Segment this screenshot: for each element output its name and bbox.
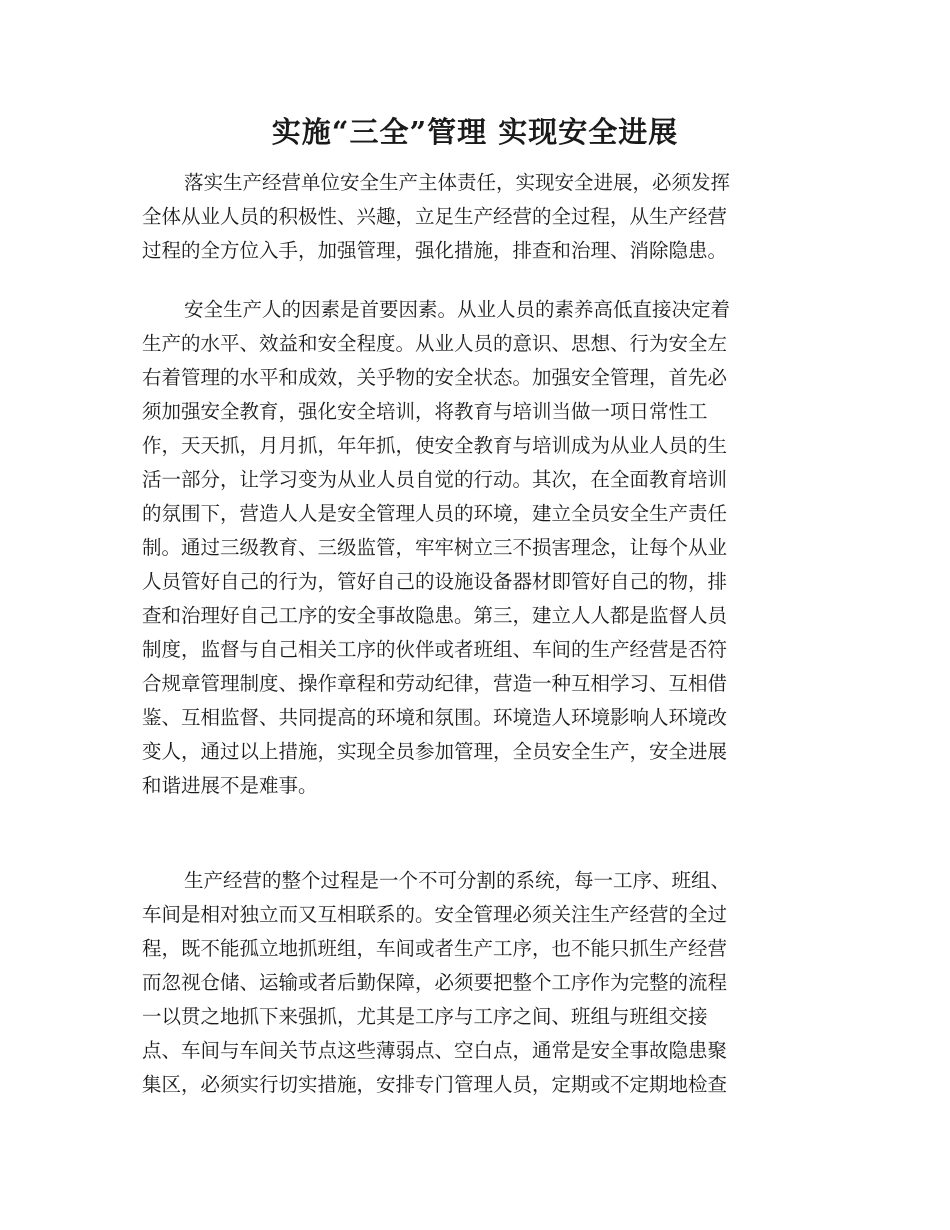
paragraph-1 [142, 166, 822, 268]
paragraph-line: 而忽视仓储、运输或者后勤保障，必须要把整个工序作为完整的流程 [142, 971, 728, 994]
paragraph-3 [142, 864, 822, 1102]
paragraph-line: 制度，监督与自己相关工序的伙伴或者班组、车间的生产经营是否符 [142, 638, 728, 661]
paragraph-line: 的氛围下，营造人人是安全管理人员的环境，建立全员安全生产责任 [142, 502, 728, 525]
paragraph-line: 一以贯之地抓下来强抓，尤其是工序与工序之间、班组与班组交接 [142, 1005, 708, 1028]
paragraph-line: 制。通过三级教育、三级监管，牢牢树立三不损害理念，让每个从业 [142, 536, 728, 559]
paragraph-line: 集区，必须实行切实措施，安排专门管理人员，定期或不定期地检查 [142, 1073, 728, 1096]
paragraph-line: 须加强安全教育，强化安全培训，将教育与培训当做一项日常性工 [142, 400, 708, 423]
paragraph-line: 和谐进展不是难事。 [142, 774, 318, 797]
paragraph-line: 生产经营的整个过程是一个不可分割的系统，每一工序、班组、 [184, 869, 731, 892]
paragraph-line: 点、车间与车间关节点这些薄弱点、空白点，通常是安全事故隐患聚 [142, 1039, 728, 1062]
paragraph-line: 落实生产经营单位安全生产主体责任，实现安全进展，必须发挥 [184, 171, 731, 194]
paragraph-line: 右着管理的水平和成效，关乎物的安全状态。加强安全管理，首先必 [142, 366, 728, 389]
document-title: 实施“三全”管理 实现安全进展 [271, 115, 679, 149]
paragraph-line: 过程的全方位入手，加强管理，强化措施，排查和治理、消除隐患。 [142, 239, 728, 262]
paragraph-line: 生产的水平、效益和安全程度。从业人员的意识、思想、行为安全左 [142, 332, 728, 355]
paragraph-line: 变人，通过以上措施，实现全员参加管理，全员安全生产，安全进展 [142, 740, 728, 763]
paragraph-line: 安全生产人的因素是首要因素。从业人员的素养高低直接决定着 [184, 298, 731, 321]
paragraph-line: 鉴、互相监督、共同提高的环境和氛围。环境造人环境影响人环境改 [142, 706, 728, 729]
paragraph-line: 查和治理好自己工序的安全事故隐患。第三，建立人人都是监督人员 [142, 604, 728, 627]
paragraph-line: 活一部分，让学习变为从业人员自觉的行动。其次，在全面教育培训 [142, 468, 728, 491]
paragraph-line: 全体从业人员的积极性、兴趣，立足生产经营的全过程，从生产经营 [142, 205, 728, 228]
paragraph-line: 车间是相对独立而又互相联系的。安全管理必须关注生产经营的全过 [142, 903, 728, 926]
paragraph-line: 作，天天抓，月月抓，年年抓，使安全教育与培训成为从业人员的生 [142, 434, 728, 457]
paragraph-2 [142, 293, 822, 837]
paragraph-line: 人员管好自己的行为，管好自己的设施设备器材即管好自己的物，排 [142, 570, 728, 593]
paragraph-line: 程，既不能孤立地抓班组，车间或者生产工序，也不能只抓生产经营 [142, 937, 728, 960]
paragraph-line: 合规章管理制度、操作章程和劳动纪律，营造一种互相学习、互相借 [142, 672, 728, 695]
paragraph-line [142, 803, 822, 837]
